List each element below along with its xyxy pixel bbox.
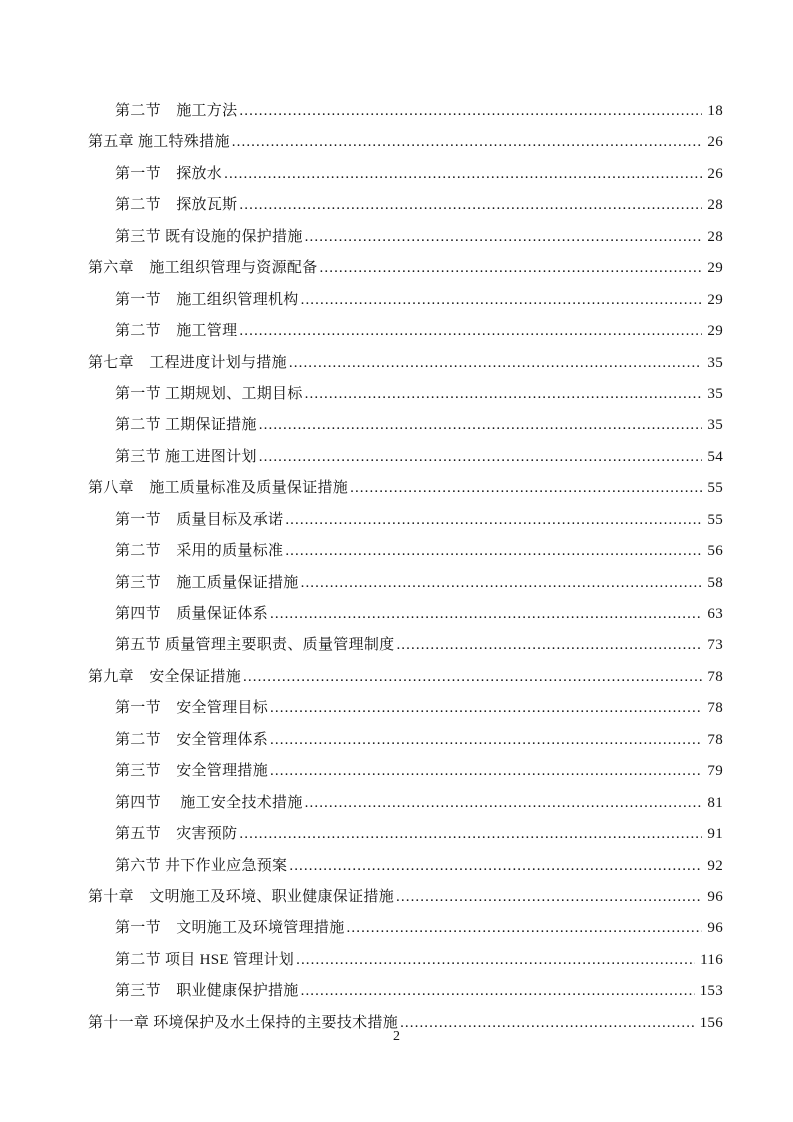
dot-leader <box>259 410 703 441</box>
dot-leader <box>350 473 702 504</box>
dot-leader <box>305 379 703 410</box>
toc-entry-page: 18 <box>707 103 723 119</box>
toc-entry-title: 第五节 质量管理主要职责、质量管理制度 <box>115 637 395 654</box>
toc-entry-page: 29 <box>707 291 723 308</box>
toc-entry-title: 第九章 安全保证措施 <box>88 668 242 685</box>
toc-entry-page: 26 <box>707 134 723 151</box>
toc-entry-title: 第一节 文明施工及环境管理措施 <box>115 920 345 937</box>
toc-chapter-row <box>88 127 723 158</box>
toc-entry-title: 第六节 井下作业应急预案 <box>115 857 288 874</box>
toc-section-row <box>88 505 723 536</box>
toc-entry-title: 第二节 工期保证措施 <box>115 417 257 434</box>
dot-leader <box>239 819 702 850</box>
toc-entry-page: 63 <box>707 606 723 622</box>
toc-entry-title: 第十章 文明施工及环境、职业健康保证措施 <box>88 888 395 905</box>
dot-leader <box>296 945 695 976</box>
dot-leader <box>305 788 703 819</box>
dot-leader <box>239 96 702 127</box>
dot-leader <box>239 316 702 347</box>
dot-leader <box>320 253 703 284</box>
dot-leader <box>224 159 702 190</box>
toc-entry-title: 第十一章 环境保护及水土保持的主要技术措施 <box>88 1014 399 1031</box>
toc-section-row <box>88 190 723 221</box>
toc-entry-page: 116 <box>700 951 723 968</box>
toc-section-row <box>88 285 723 316</box>
toc-section-row <box>88 599 723 630</box>
toc-section-row <box>88 913 723 944</box>
toc-entry-title: 第五节 灾害预防 <box>115 826 238 843</box>
toc-entry-page: 96 <box>707 888 723 905</box>
toc-entry-page: 28 <box>707 228 723 245</box>
toc-entry-title: 第一节 工期规划、工期目标 <box>115 385 303 402</box>
toc-section-row <box>88 536 723 567</box>
toc-entry-title: 第二节 安全管理体系 <box>115 731 269 748</box>
toc-entry-title: 第三节 既有设施的保护措施 <box>115 228 303 245</box>
toc-entry-page: 92 <box>707 857 723 874</box>
toc-entry-page: 28 <box>707 197 723 214</box>
toc-entry-title: 第二节 施工方法 <box>115 103 238 119</box>
toc-entry-page: 29 <box>707 323 723 340</box>
toc-entry-title: 第四节 质量保证体系 <box>115 606 269 622</box>
toc-entry-page: 153 <box>699 983 723 1000</box>
toc-entry-page: 78 <box>707 700 723 717</box>
dot-leader <box>232 127 703 158</box>
toc-section-row <box>88 630 723 661</box>
dot-leader <box>396 882 702 913</box>
toc-entry-page: 81 <box>707 794 723 811</box>
dot-leader <box>301 976 695 1007</box>
toc-entry-title: 第二节 采用的质量标准 <box>115 543 284 560</box>
dot-leader <box>270 756 702 787</box>
toc-entry-title: 第二节 项目 HSE 管理计划 <box>115 951 295 968</box>
toc-entry-page: 78 <box>707 731 723 748</box>
toc-section-row <box>88 442 723 473</box>
toc-chapter-row <box>88 348 723 379</box>
toc-entry-page: 29 <box>707 260 723 277</box>
toc-section-row <box>88 976 723 1007</box>
toc-entry-title: 第二节 探放瓦斯 <box>115 197 238 214</box>
toc-section-row <box>88 693 723 724</box>
toc-entry-page: 91 <box>707 826 723 843</box>
toc-entry-title: 第五章 施工特殊措施 <box>88 134 230 151</box>
dot-leader <box>289 348 702 379</box>
dot-leader <box>305 222 703 253</box>
toc-entry-title: 第四节 施工安全技术措施 <box>115 794 303 811</box>
toc-chapter-row <box>88 882 723 913</box>
toc-entry-page: 55 <box>707 480 723 497</box>
dot-leader <box>285 505 702 536</box>
toc-entry-page: 56 <box>707 543 723 560</box>
toc-section-row <box>88 222 723 253</box>
toc-entry-title: 第六章 施工组织管理与资源配备 <box>88 260 318 277</box>
toc-entry-title: 第一节 质量目标及承诺 <box>115 511 284 528</box>
toc-entry-page: 58 <box>707 574 723 591</box>
dot-leader <box>285 536 702 567</box>
toc-entry-page: 73 <box>707 637 723 654</box>
toc-entry-page: 54 <box>707 448 723 465</box>
toc-section-row <box>88 159 723 190</box>
toc-entry-title: 第一节 施工组织管理机构 <box>115 291 299 308</box>
dot-leader <box>301 568 703 599</box>
dot-leader <box>239 190 702 221</box>
toc-entry-title: 第三节 施工质量保证措施 <box>115 574 299 591</box>
dot-leader <box>301 285 703 316</box>
page-number: 2 <box>393 1029 400 1044</box>
dot-leader <box>243 662 702 693</box>
toc-entry-page: 96 <box>707 920 723 937</box>
toc-entry-page: 78 <box>707 668 723 685</box>
toc-section-row <box>88 788 723 819</box>
toc-entry-title: 第一节 安全管理目标 <box>115 700 269 717</box>
toc-section-row <box>88 819 723 850</box>
toc-entry-page: 35 <box>707 354 723 371</box>
table-of-contents <box>88 96 723 1039</box>
toc-entry-page: 35 <box>707 417 723 434</box>
toc-section-row <box>88 379 723 410</box>
toc-entry-title: 第三节 职业健康保护措施 <box>115 983 299 1000</box>
dot-leader <box>270 693 702 724</box>
toc-entry-title: 第一节 探放水 <box>115 165 223 182</box>
toc-section-row <box>88 851 723 882</box>
toc-chapter-row <box>88 253 723 284</box>
toc-entry-title: 第八章 施工质量标准及质量保证措施 <box>88 480 349 497</box>
toc-entry-page: 35 <box>707 385 723 402</box>
toc-section-row <box>88 410 723 441</box>
toc-entry-page: 79 <box>707 763 723 780</box>
toc-section-row <box>88 316 723 347</box>
toc-entry-title: 第三节 施工进图计划 <box>115 448 257 465</box>
toc-entry-page: 156 <box>699 1014 723 1031</box>
toc-entry-title: 第二节 施工管理 <box>115 323 238 340</box>
dot-leader <box>259 442 703 473</box>
toc-chapter-row <box>88 662 723 693</box>
toc-section-row <box>88 756 723 787</box>
toc-section-row <box>88 96 723 127</box>
dot-leader <box>347 913 703 944</box>
dot-leader <box>270 725 702 756</box>
toc-section-row <box>88 725 723 756</box>
toc-chapter-row <box>88 473 723 504</box>
toc-section-row <box>88 568 723 599</box>
toc-section-row <box>88 945 723 976</box>
toc-entry-title: 第七章 工程进度计划与措施 <box>88 354 287 371</box>
toc-entry-page: 55 <box>707 511 723 528</box>
dot-leader <box>270 599 702 630</box>
dot-leader <box>289 851 702 882</box>
dot-leader <box>396 630 702 661</box>
toc-entry-page: 26 <box>707 165 723 182</box>
toc-entry-title: 第三节 安全管理措施 <box>115 763 269 780</box>
